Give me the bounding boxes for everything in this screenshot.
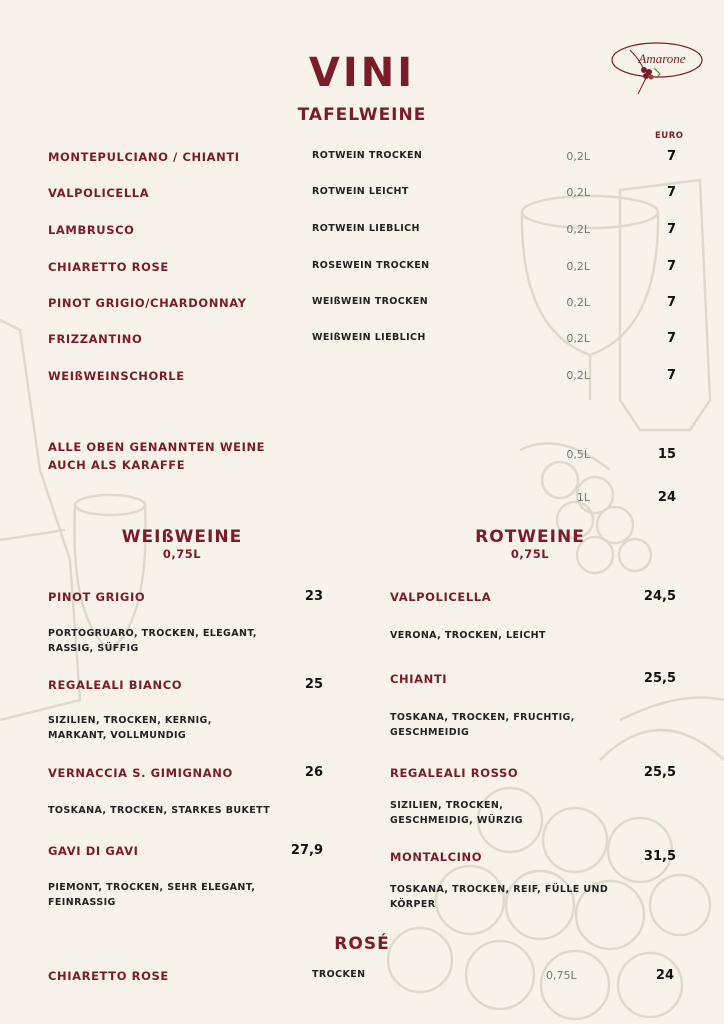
red-wine-price: 25,5: [643, 671, 676, 686]
wine-size: 0,2L: [566, 296, 590, 309]
wine-size: 0,2L: [566, 260, 590, 273]
carafe-price: 24: [657, 490, 676, 505]
red-wine-description: TOSKANA, TROCKEN, REIF, FÜLLE UND KÖRPER: [390, 884, 609, 910]
section-title-tafelweine: TAFELWEINE: [297, 105, 427, 125]
white-wine-price: 25: [304, 677, 323, 692]
red-wine-price: 24,5: [643, 589, 676, 604]
wine-size: 0,2L: [566, 223, 590, 236]
white-wine-name: REGALEALI BIANCO: [48, 678, 183, 692]
wine-price: 7: [666, 368, 676, 383]
white-wine-description: PORTOGRUARO, TROCKEN, ELEGANT, RASSIG, SÜFFIG: [48, 628, 257, 654]
red-wine-name: CHIANTI: [390, 672, 448, 686]
white-wine-description: TOSKANA, TROCKEN, STARKES BUKETT: [48, 805, 271, 816]
wine-size: 0,2L: [566, 186, 590, 199]
white-wine-name: PINOT GRIGIO: [48, 590, 146, 604]
wine-name: CHIARETTO ROSE: [48, 260, 169, 274]
white-wine-price: 27,9: [290, 843, 323, 858]
red-wine-description: SIZILIEN, TROCKEN, GESCHMEIDIG, WÜRZIG: [390, 800, 523, 826]
section-size-red: 0,75L: [510, 547, 550, 561]
red-wine-name: VALPOLICELLA: [390, 590, 492, 604]
rose-wine-size: 0,75L: [546, 969, 577, 982]
section-title-red: ROTWEINE: [475, 527, 585, 547]
white-wine-name: VERNACCIA S. GIMIGNANO: [48, 766, 233, 780]
page-title: VINI: [308, 50, 416, 96]
wine-size: 0,2L: [566, 150, 590, 163]
rose-wine-price: 24: [655, 968, 674, 983]
white-wine-description: SIZILIEN, TROCKEN, KERNIG, MARKANT, VOLLMUNDIG: [48, 715, 212, 741]
wine-name: WEIßWEINSCHORLE: [48, 369, 185, 383]
wine-description: ROSEWEIN TROCKEN: [312, 260, 430, 271]
white-wine-price: 26: [304, 765, 323, 780]
wine-description: ROTWEIN LEICHT: [312, 186, 409, 197]
white-wine-name: GAVI DI GAVI: [48, 844, 139, 858]
wine-name: LAMBRUSCO: [48, 223, 135, 237]
section-size-white: 0,75L: [162, 547, 202, 561]
white-wine-price: 23: [304, 589, 323, 604]
red-wine-price: 25,5: [643, 765, 676, 780]
white-wine-description: PIEMONT, TROCKEN, SEHR ELEGANT, FEINRASSIG: [48, 882, 256, 908]
red-wine-name: MONTALCINO: [390, 850, 483, 864]
section-title-white: WEIßWEINE: [121, 527, 243, 547]
wine-description: WEIßWEIN LIEBLICH: [312, 332, 426, 343]
carafe-size: 0,5L: [566, 448, 590, 461]
red-wine-description: VERONA, TROCKEN, LEICHT: [390, 630, 546, 641]
wine-description: ROTWEIN LIEBLICH: [312, 223, 420, 234]
red-wine-price: 31,5: [643, 849, 676, 864]
wine-price: 7: [666, 295, 676, 310]
wine-description: WEIßWEIN TROCKEN: [312, 296, 429, 307]
section-title-rose: ROSÉ: [334, 934, 390, 954]
red-wine-name: REGALEALI ROSSO: [390, 766, 519, 780]
carafe-size: 1L: [576, 491, 590, 504]
svg-text:Amarone: Amarone: [638, 51, 686, 66]
red-wine-description: TOSKANA, TROCKEN, FRUCHTIG, GESCHMEIDIG: [390, 712, 575, 738]
wine-price: 7: [666, 185, 676, 200]
wine-name: VALPOLICELLA: [48, 186, 150, 200]
wine-size: 0,2L: [566, 332, 590, 345]
wine-name: FRIZZANTINO: [48, 332, 143, 346]
currency-label: EURO: [655, 131, 684, 141]
rose-wine-name: CHIARETTO ROSE: [48, 969, 169, 983]
carafe-note: ALLE OBEN GENANNTEN WEINE AUCH ALS KARAFFE: [48, 440, 266, 472]
wine-price: 7: [666, 259, 676, 274]
wine-price: 7: [666, 149, 676, 164]
carafe-price: 15: [657, 447, 676, 462]
rose-wine-description: TROCKEN: [312, 969, 366, 980]
wine-price: 7: [666, 331, 676, 346]
wine-price: 7: [666, 222, 676, 237]
wine-name: MONTEPULCIANO / CHIANTI: [48, 150, 240, 164]
wine-size: 0,2L: [566, 369, 590, 382]
wine-description: ROTWEIN TROCKEN: [312, 150, 423, 161]
wine-name: PINOT GRIGIO/CHARDONNAY: [48, 296, 247, 310]
